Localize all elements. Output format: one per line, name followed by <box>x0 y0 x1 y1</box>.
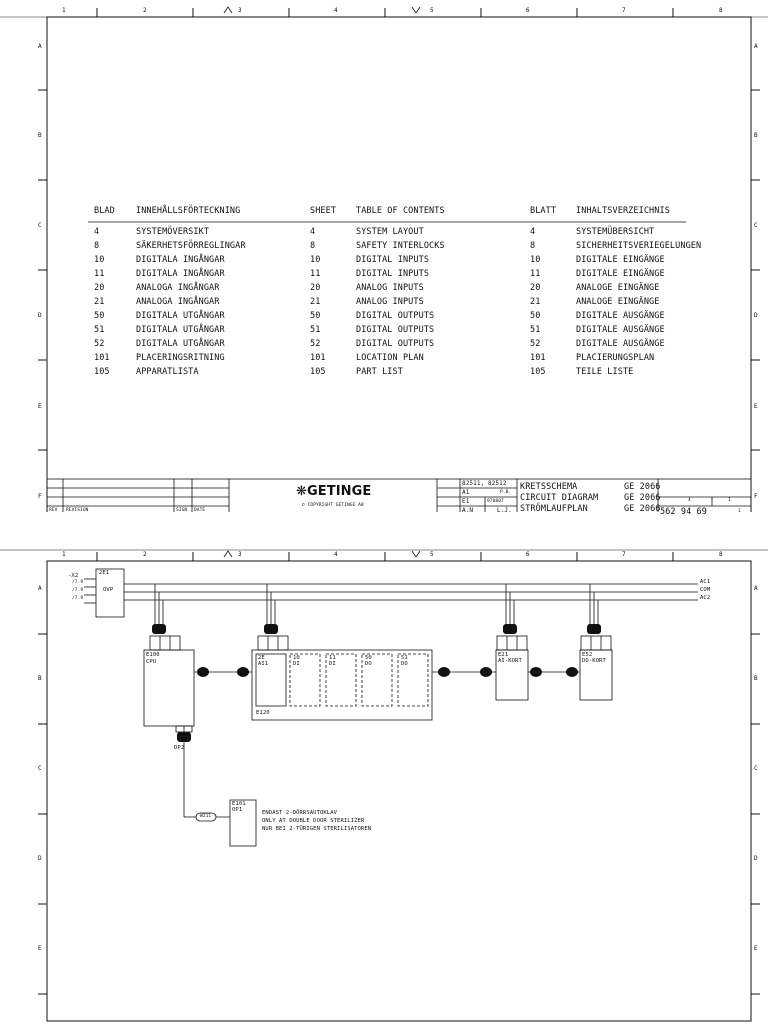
toc-en-sheet: 101 <box>310 353 326 363</box>
toc-en-title: SAFETY INTERLOCKS <box>356 241 445 251</box>
field-drawn: A.N <box>462 507 474 514</box>
toc-sv-sheet: 20 <box>94 283 105 293</box>
toc-en-title: ANALOG INPUTS <box>356 297 424 307</box>
col-number: 1 <box>62 551 66 558</box>
row-letter: B <box>754 675 758 682</box>
row-letter: A <box>754 43 758 50</box>
toc-de-sheet: 51 <box>530 325 541 335</box>
toc-de-sheet: 4 <box>530 227 536 237</box>
toc-sv-sheet: 11 <box>94 269 105 279</box>
row-letter: B <box>38 675 42 682</box>
field-code: 82511, 82512 <box>462 480 507 487</box>
col-number: 6 <box>526 7 530 14</box>
title-sv: KRETSSCHEMA <box>520 482 578 492</box>
col-number: 8 <box>719 7 723 14</box>
toc-de-title: DIGITALE AUSGÄNGE <box>576 339 665 349</box>
col-number: 5 <box>430 7 434 14</box>
date-col-label: DATE <box>194 508 206 513</box>
toc-de-title: DIGITALE EINGÄNGE <box>576 269 665 279</box>
col-number: 3 <box>238 551 242 558</box>
sheet-of: 1 <box>728 498 731 503</box>
toc-de-title: ANALOGE EINGÄNGE <box>576 283 660 293</box>
card-op1-label: OP1 <box>232 807 243 813</box>
col-number: 7 <box>622 551 626 558</box>
toc-en-sheet: 50 <box>310 311 321 321</box>
card-di10-label: DI <box>293 661 300 667</box>
toc-sv-sheet: 51 <box>94 325 105 335</box>
field-date-visible: 970807 <box>487 499 504 504</box>
toc-en-title: PART LIST <box>356 367 403 377</box>
row-letter: A <box>38 43 42 50</box>
toc-en-title: DIGITAL INPUTS <box>356 269 430 279</box>
bus-label-ac1: AC1 <box>700 579 711 585</box>
input-ref: /7.9 <box>72 596 84 601</box>
row-letter: F <box>754 493 758 500</box>
row-letter: C <box>38 765 42 772</box>
toc-de-title: TEILE LISTE <box>576 367 634 377</box>
toc-sv-title: DIGITALA INGÅNGAR <box>136 255 225 265</box>
toc-sv-sheet: 52 <box>94 339 105 349</box>
card-do51-id: 51 <box>401 655 408 661</box>
toc-header-de-title: INHALTSVERZEICHNIS <box>576 206 670 216</box>
row-letter: A <box>754 585 758 592</box>
sign-col-label: SIGN <box>176 508 188 513</box>
toc-sv-sheet: 21 <box>94 297 105 307</box>
rack-label: E120 <box>256 710 270 716</box>
toc-sv-title: DIGITALA UTGÅNGAR <box>136 339 225 349</box>
row-letter: B <box>754 132 758 139</box>
card-di10-id: 10 <box>293 655 300 661</box>
card-cpu-label: CPU <box>146 659 157 665</box>
card-ai-kort-label: AI-KORT <box>498 658 522 664</box>
title-de-code: GE 2066 <box>624 504 661 514</box>
title-sv-code: GE 2066 <box>624 482 661 492</box>
toc-sv-sheet: 105 <box>94 367 110 377</box>
title-en: CIRCUIT DIAGRAM <box>520 493 599 503</box>
card-do50-label: DO <box>365 661 372 667</box>
field-approved: P.B. <box>500 490 512 495</box>
connector-dp2: DP2 <box>174 745 185 751</box>
field-revision: E1 <box>462 498 470 505</box>
row-letter: D <box>754 855 758 862</box>
toc-de-sheet: 52 <box>530 339 541 349</box>
title-en-code: GE 2066 <box>624 493 661 503</box>
col-number: 4 <box>334 7 338 14</box>
input-ref: /7.9 <box>72 588 84 593</box>
psu-label: OVP <box>103 587 114 593</box>
toc-sv-title: DIGITALA INGÅNGAR <box>136 269 225 279</box>
input-terminal-label: -X2 <box>68 573 79 579</box>
row-letter: F <box>38 493 42 500</box>
input-ref: /7.9 <box>72 580 84 585</box>
getinge-logo: ❋GETINGE <box>296 484 372 499</box>
row-letter: A <box>38 585 42 592</box>
toc-en-title: DIGITAL OUTPUTS <box>356 325 435 335</box>
toc-en-sheet: 51 <box>310 325 321 335</box>
card-ai-kort-id: E21 <box>498 652 509 658</box>
row-letter: C <box>38 222 42 229</box>
title-de: STRÖMLAUFPLAN <box>520 504 588 514</box>
rev-col-label: REV <box>49 508 58 513</box>
field-checked: L.J. <box>497 507 512 514</box>
col-number: 5 <box>430 551 434 558</box>
drawing-number: 562 94 69 <box>660 507 707 517</box>
row-letter: C <box>754 222 758 229</box>
toc-de-title: DIGITALE EINGÄNGE <box>576 255 665 265</box>
sheet-number: 4 <box>688 498 691 503</box>
toc-sv-title: PLACERINGSRITNING <box>136 353 225 363</box>
toc-en-title: DIGITAL INPUTS <box>356 255 430 265</box>
col-number: 7 <box>622 7 626 14</box>
col-number: 8 <box>719 551 723 558</box>
toc-sv-title: SÄKERHETSFÖRREGLINGAR <box>136 241 246 251</box>
toc-de-title: ANALOGE EINGÄNGE <box>576 297 660 307</box>
toc-header-en-title: TABLE OF CONTENTS <box>356 206 445 216</box>
toc-sv-sheet: 10 <box>94 255 105 265</box>
toc-sv-sheet: 4 <box>94 227 100 237</box>
row-letter: D <box>754 312 758 319</box>
toc-de-sheet: 105 <box>530 367 546 377</box>
toc-en-title: LOCATION PLAN <box>356 353 424 363</box>
card-di11-label: DI <box>329 661 336 667</box>
toc-de-title: SYSTEMÜBERSICHT <box>576 227 655 237</box>
toc-en-sheet: 8 <box>310 241 316 251</box>
toc-header-de-num: BLATT <box>530 206 557 216</box>
field-format: A1 <box>462 489 470 496</box>
toc-de-title: DIGITALE AUSGÄNGE <box>576 311 665 321</box>
toc-header-en-num: SHEET <box>310 206 337 216</box>
toc-de-sheet: 11 <box>530 269 541 279</box>
card-ai1-label: AI1 <box>258 661 269 667</box>
toc-de-title: SICHERHEITSVERIEGELUNGEN <box>576 241 702 251</box>
row-letter: E <box>38 403 42 410</box>
card-ai1-id: 2E <box>258 655 265 661</box>
toc-sv-sheet: 50 <box>94 311 105 321</box>
toc-sv-title: APPARATLISTA <box>136 367 199 377</box>
toc-en-title: ANALOG INPUTS <box>356 283 424 293</box>
toc-en-sheet: 10 <box>310 255 321 265</box>
card-op1-id: E101 <box>232 801 246 807</box>
card-di11-id: 11 <box>329 655 336 661</box>
toc-de-sheet: 50 <box>530 311 541 321</box>
card-do51-label: DO <box>401 661 408 667</box>
bus-label-ac2: AC2 <box>700 595 711 601</box>
bus-label-com: COM <box>700 587 711 593</box>
toc-de-title: DIGITALE AUSGÄNGE <box>576 325 665 335</box>
col-number: 3 <box>238 7 242 14</box>
card-cpu-id: E100 <box>146 652 160 658</box>
toc-sv-sheet: 8 <box>94 241 100 251</box>
row-letter: D <box>38 312 42 319</box>
col-number: 6 <box>526 551 530 558</box>
toc-sv-title: SYSTEMÖVERSIKT <box>136 227 210 237</box>
copyright-notice: © COPYRIGHT GETINGE AB <box>302 503 364 508</box>
toc-de-sheet: 101 <box>530 353 546 363</box>
note-en: ONLY AT DOUBLE DOOR STERILIZER <box>262 818 365 824</box>
toc-en-title: DIGITAL OUTPUTS <box>356 311 435 321</box>
row-letter: E <box>38 945 42 952</box>
col-number: 2 <box>143 551 147 558</box>
revision-col-label: REVISION <box>66 508 89 513</box>
toc-de-sheet: 21 <box>530 297 541 307</box>
row-letter: B <box>38 132 42 139</box>
note-de: NUR BEI 2-TÜRIGEN STERILISATOREN <box>262 826 372 832</box>
toc-en-sheet: 20 <box>310 283 321 293</box>
toc-sv-title: ANALOGA INGÅNGAR <box>136 297 220 307</box>
toc-en-sheet: 52 <box>310 339 321 349</box>
toc-sv-title: ANALOGA INGÅNGAR <box>136 283 220 293</box>
toc-de-sheet: 20 <box>530 283 541 293</box>
cable-label: W211 <box>200 814 212 819</box>
toc-en-title: SYSTEM LAYOUT <box>356 227 424 237</box>
drawing-revision: 1 <box>738 509 741 514</box>
toc-en-sheet: 11 <box>310 269 321 279</box>
card-do-kort-id: E52 <box>582 652 593 658</box>
col-number: 2 <box>143 7 147 14</box>
toc-de-sheet: 8 <box>530 241 536 251</box>
toc-header-sv-title: INNEHÅLLSFÖRTECKNING <box>136 206 241 216</box>
toc-en-sheet: 21 <box>310 297 321 307</box>
row-letter: E <box>754 945 758 952</box>
row-letter: E <box>754 403 758 410</box>
toc-de-title: PLACIERUNGSPLAN <box>576 353 655 363</box>
toc-header-sv-num: BLAD <box>94 206 115 216</box>
toc-en-title: DIGITAL OUTPUTS <box>356 339 435 349</box>
toc-en-sheet: 105 <box>310 367 326 377</box>
getinge-logo-icon: ❋ <box>296 484 307 499</box>
card-do-kort-label: DO-KORT <box>582 658 606 664</box>
toc-de-sheet: 10 <box>530 255 541 265</box>
toc-sv-title: DIGITALA UTGÅNGAR <box>136 325 225 335</box>
toc-sv-sheet: 101 <box>94 353 110 363</box>
note-sv: ENDAST 2-DÖRRSAUTOKLAV <box>262 810 338 816</box>
psu-id: 2E1 <box>99 570 110 576</box>
toc-en-sheet: 4 <box>310 227 316 237</box>
row-letter: D <box>38 855 42 862</box>
col-number: 1 <box>62 7 66 14</box>
card-do50-id: 50 <box>365 655 372 661</box>
row-letter: C <box>754 765 758 772</box>
col-number: 4 <box>334 551 338 558</box>
toc-sv-title: DIGITALA UTGÅNGAR <box>136 311 225 321</box>
